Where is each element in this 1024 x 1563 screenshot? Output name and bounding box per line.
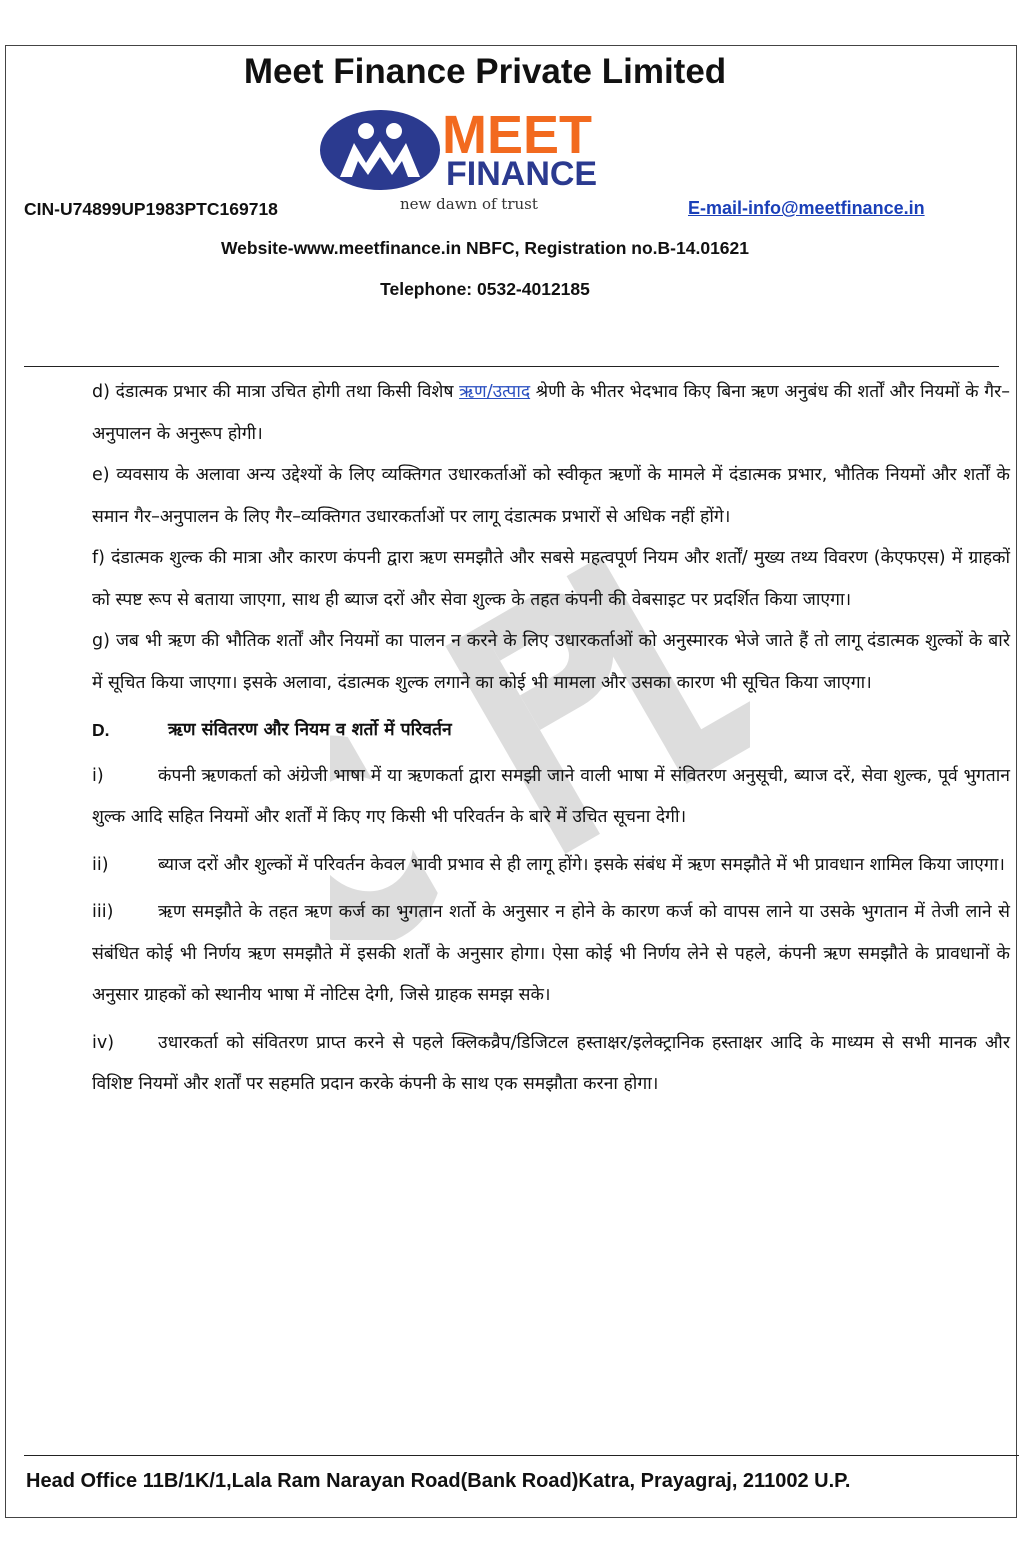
meet-finance-logo — [318, 105, 678, 215]
logo-word-finance: FINANCE — [446, 155, 598, 193]
header-divider — [24, 366, 999, 367]
footer-divider — [24, 1455, 1019, 1456]
paragraph-e: e) व्यवसाय के अलावा अन्य उद्देश्यों के लिए व्यक्तिगत उधारकर्ताओं को स्वीकृत ऋणों के मामले में दंडात्मक प्रभार, भौतिक नियमों और शर्तों के समान गैर–अनुपालन के लिए गैर–व्यक्तिगत उधारकर्ताओं पर लागू दंडात्मक प्रभारों से अधिक नहीं होंगे। — [92, 465, 1010, 527]
paragraph-f: f) दंडात्मक शुल्क की मात्रा और कारण कंपनी द्वारा ऋण समझौते और सबसे महत्वपूर्ण नियम और शर्तों/ मुख्य तथ्य विवरण (केएफएस) में ग्राहकों को स्पष्ट रूप से बताया जाएगा, साथ ही ब्याज दरों और सेवा शुल्क के तहत कंपनी की वेबसाइट पर प्रदर्शित किया जाएगा। — [92, 548, 1010, 610]
logo-word-meet: MEET — [442, 105, 593, 165]
list-item: i) कंपनी ऋणकर्ता को अंग्रेजी भाषा में या ऋणकर्ता द्वारा समझी जाने वाली भाषा में संवितरण अनुसूची, ब्याज दरें, सेवा शुल्क, पूर्व भुगतान शुल्क आदि सहित नियमों और शर्तों में किए गए किसी भी परिवर्तन के बारे में उचित सूचना देगी। — [92, 765, 1010, 827]
telephone: Telephone: 0532-4012185 — [380, 279, 590, 299]
head-office-address: Head Office 11B/1K/1,Lala Ram Narayan Road(Bank Road)Katra, Prayagraj, 211002 U.P. — [26, 1470, 851, 1492]
list-item: ii) ब्याज दरों और शुल्कों में परिवर्तन केवल भावी प्रभाव से ही लागू होंगे। इसके संबंध में ऋण समझौते में भी प्रावधान शामिल किया जाएगा। — [92, 854, 1005, 875]
section-d-heading — [92, 710, 1010, 752]
loan-product-link[interactable]: ऋण/उत्पाद — [459, 382, 531, 402]
list-item: iv) उधारकर्ता को संवितरण प्राप्त करने से पहले क्लिकव्रैप/डिजिटल हस्ताक्षर/इलेक्ट्रानिक हस्ताक्षर आदि के माध्यम से सभी मानक और विशिष्ट नियमों और शर्तों पर सहमति प्रदान करके कंपनी के साथ एक समझौता करना होगा। — [92, 1032, 1010, 1094]
cin-number: CIN-U74899UP1983PTC169718 — [24, 199, 278, 219]
email-link[interactable]: E-mail-info@meetfinance.in — [688, 198, 925, 218]
logo-tagline: new dawn of trust — [400, 195, 538, 213]
company-name: Meet Finance Private Limited — [243, 52, 727, 91]
website-registration: Website-www.meetfinance.in NBFC, Registration no.B-14.01621 — [220, 238, 750, 258]
paragraph-g: g) जब भी ऋण की भौतिक शर्तों और नियमों का पालन न करने के लिए उधारकर्ताओं को अनुस्मारक भेजे जाते हैं तो लागू दंडात्मक शुल्कों के बारे में सूचित किया जाएगा। इसके अलावा, दंडात्मक शुल्क लगाने का कोई भी मामला और उसका कारण भी सूचित किया जाएगा। — [92, 631, 1010, 693]
list-item: iii) ऋण समझौते के तहत ऋण कर्ज का भुगतान शर्तो के अनुसार न होने के कारण कर्ज को वापस लाने या उसके भुगतान में तेजी लाने से संबंधित कोई भी निर्णय ऋण समझौते में इसकी शर्तों के अनुसार होगा। ऐसा कोई भी निर्णय लेने से पहले, कंपनी ऋण समझौते के प्रावधानों के अनुसार ग्राहकों को स्थानीय भाषा में नोटिस देगी, जिसे ग्राहक समझ सके। — [92, 902, 1010, 1005]
paragraph-d: d) दंडात्मक प्रभार की मात्रा उचित होगी तथा किसी विशेष ऋण/उत्पाद श्रेणी के भीतर भेदभाव किए बिना ऋण अनुबंध की शर्तों और नियमों के गैर–अनुपालन के अनुरूप होगी। — [92, 382, 1010, 444]
section-d-title: ऋण संवितरण और नियम व शर्तो में परिवर्तन — [168, 720, 452, 740]
document-body — [92, 372, 1010, 1112]
section-d-number: D. — [92, 720, 110, 740]
